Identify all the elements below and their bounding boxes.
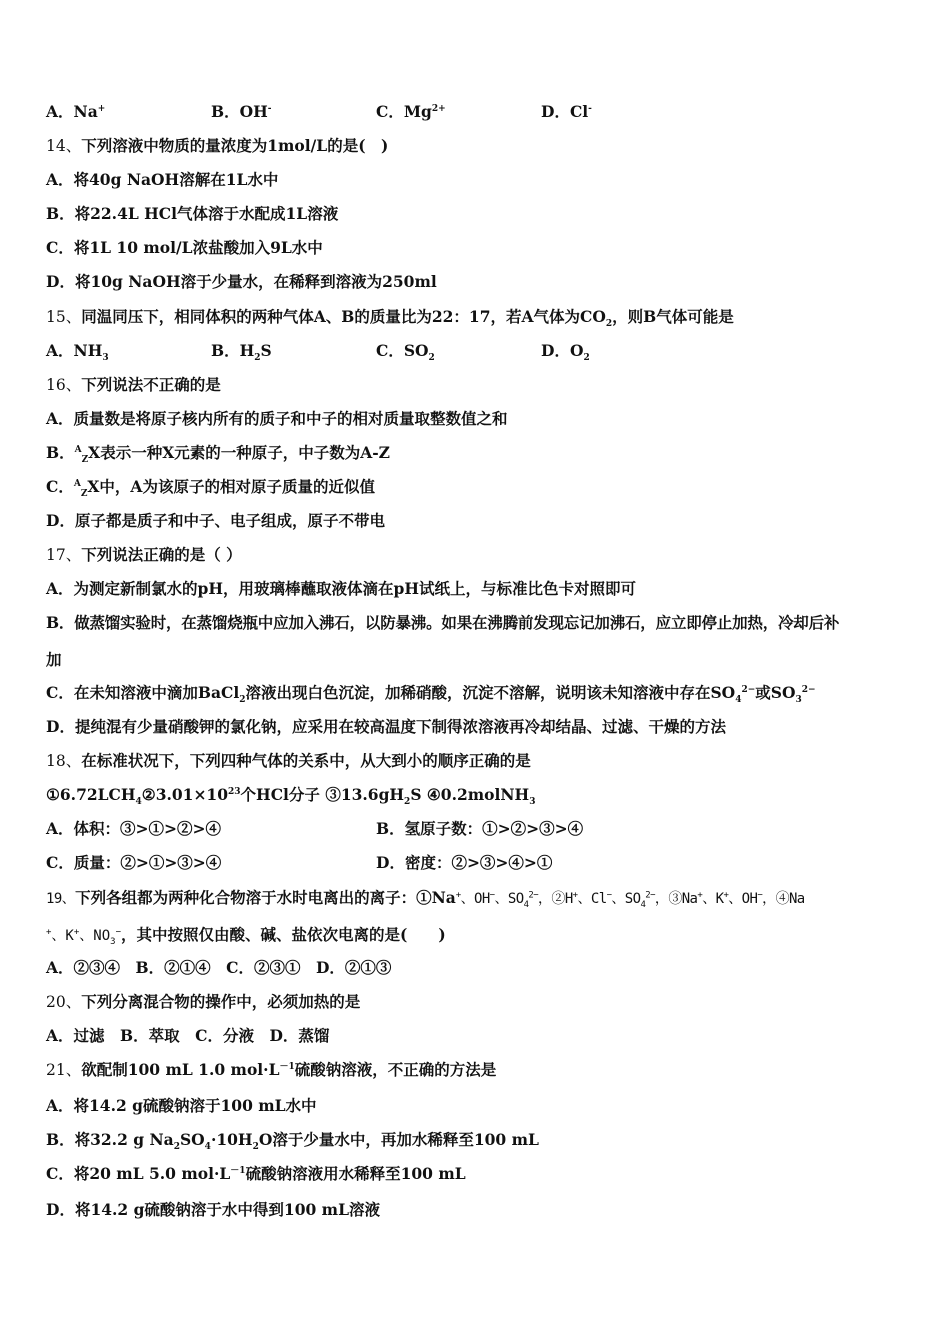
q21-option-a: A．将14.2 g硫酸钠溶于100 mL水中 bbox=[46, 1096, 317, 1115]
q19-stem-line1: 19、下列各组都为两种化合物溶于水时电离出的离子：①Na+、OH−、$SO_4^{2-}$，②H+、Cl−、$SO_4^{2-}$，③Na+、K+、OH−，④Na bbox=[46, 888, 805, 910]
q20-stem: 20、下列分离混合物的操作中，必须加热的是 bbox=[46, 992, 361, 1011]
q20-options: A．过滤 B．萃取 C．分液 D．蒸馏 bbox=[46, 1026, 330, 1045]
q17-option-a: A．为测定新制氯水的pH，用玻璃棒蘸取液体滴在pH试纸上，与标准比色卡对照即可 bbox=[46, 579, 636, 598]
q15-option-a: A．$NH_3$ bbox=[46, 341, 109, 364]
q18-list: $①6.72LCH_4②3.01\times 10^{23}$个HCl分子 $③13.6gH_2S$ ④0.2molNH$_3$ bbox=[46, 785, 536, 808]
q17-option-b-line2: 加 bbox=[46, 650, 62, 669]
q21-option-d: D．将14.2 g硫酸钠溶于水中得到100 mL溶液 bbox=[46, 1200, 380, 1219]
q21-option-c: C．将20 mL 5.0 $mol\cdot L^{-1}$硫酸钠溶液用水稀释至100 mL bbox=[46, 1164, 466, 1183]
q13-option-a: A．Na+ bbox=[46, 102, 106, 121]
q18-option-d: D．密度：②>③>④>① bbox=[376, 853, 553, 872]
q17-stem: 17、下列说法正确的是（ ） bbox=[46, 545, 242, 564]
q19-stem-line2: +、K+、$NO_3^-$，其中按照仅由酸、碱、盐依次电离的是( ) bbox=[46, 925, 446, 947]
q18-option-b: B．氢原子数：①>②>③>④ bbox=[376, 819, 584, 838]
q21-stem: 21、欲配制100 mL 1.0 $mol\cdot L^{-1}$硫酸钠溶液，不正确的方法是 bbox=[46, 1060, 497, 1079]
q16-option-b: B．$^A_Z$X表示一种X元素的一种原子，中子数为A-Z bbox=[46, 443, 390, 466]
q21-option-b: B．将32.2 g $Na_2SO_4\cdot 10H_2O$溶于少量水中，再加水稀释至100 mL bbox=[46, 1130, 539, 1153]
q17-option-c: C．在未知溶液中滴加BaCl$_2$溶液出现白色沉淀，加稀硝酸，沉淀不溶解，说明该未知溶液中存在$SO_4^{2-}$或$SO_3^{2-}$ bbox=[46, 683, 816, 706]
q13-option-c: C．$Mg^{2+}$ bbox=[376, 102, 446, 121]
q19-options: A．②③④ B．②①④ C．②③① D．②①③ bbox=[46, 958, 392, 977]
q13-option-d: D．Cl- bbox=[541, 102, 592, 121]
q15-option-b: B．$H_2S$ bbox=[211, 341, 272, 364]
q17-option-b-line1: B．做蒸馏实验时，在蒸馏烧瓶中应加入沸石，以防暴沸。如果在沸腾前发现忘记加沸石，应立即停止加热，冷却后补 bbox=[46, 613, 840, 632]
q14-option-d: D．将10g NaOH溶于少量水，在稀释到溶液为250ml bbox=[46, 272, 437, 291]
q14-option-c: C．将1L 10 mol/L浓盐酸加入9L水中 bbox=[46, 238, 323, 257]
q16-option-a: A．质量数是将原子核内所有的质子和中子的相对质量取整数值之和 bbox=[46, 409, 508, 428]
q14-option-a: A．将40g NaOH溶解在1L水中 bbox=[46, 170, 279, 189]
q15-option-c: C．$SO_2$ bbox=[376, 341, 435, 364]
q15-option-d: D．$O_2$ bbox=[541, 341, 590, 364]
q14-option-b: B．将22.4L HCl气体溶于水配成1L溶液 bbox=[46, 204, 339, 223]
q18-option-a: A．体积：③>①>②>④ bbox=[46, 819, 221, 838]
q14-stem: 14、下列溶液中物质的量浓度为1mol/L的是( ) bbox=[46, 136, 389, 155]
q15-stem: 15、同温同压下，相同体积的两种气体A、B的质量比为22：17，若A气体为$CO_2$，则B气体可能是 bbox=[46, 307, 734, 330]
q16-option-c: C．$^A_Z$X中，A为该原子的相对原子质量的近似值 bbox=[46, 477, 375, 500]
q16-option-d: D．原子都是质子和中子、电子组成，原子不带电 bbox=[46, 511, 385, 530]
q18-option-c: C．质量：②>①>③>④ bbox=[46, 853, 222, 872]
q13-option-b: B．OH- bbox=[211, 102, 272, 121]
q16-stem: 16、下列说法不正确的是 bbox=[46, 375, 221, 394]
q18-stem: 18、在标准状况下，下列四种气体的关系中，从大到小的顺序正确的是 bbox=[46, 751, 531, 770]
q17-option-d: D．提纯混有少量硝酸钾的氯化钠，应采用在较高温度下制得浓溶液再冷却结晶、过滤、干燥的方法 bbox=[46, 717, 726, 736]
